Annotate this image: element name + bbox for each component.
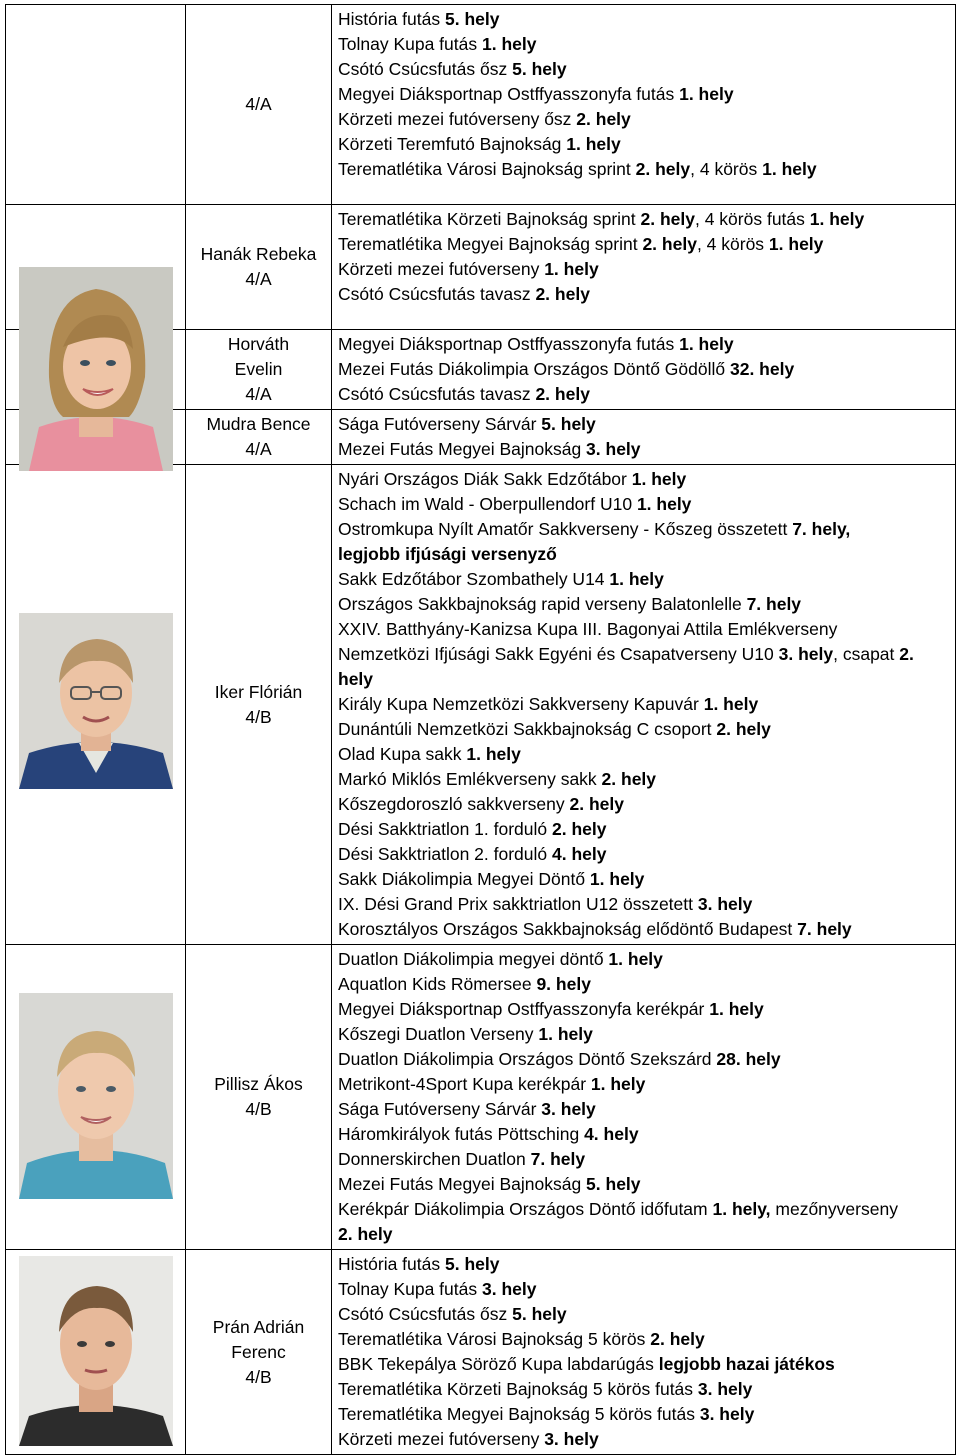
- achievement-line: [338, 1277, 955, 1302]
- placement-text: 1. hely: [544, 259, 599, 279]
- placement-text: 4. hely: [584, 1124, 639, 1144]
- student-name-line: Horváth: [227, 334, 290, 354]
- achievements-cell: [332, 945, 956, 1250]
- event-text: Csótó Csúcsfutás ősz: [338, 1304, 513, 1324]
- student-name-line: Ferenc: [231, 1341, 286, 1362]
- student-name-cell: [186, 945, 332, 1250]
- achievement-line: [338, 567, 955, 592]
- event-text: Megyei Diáksportnap Ostffyasszonyfa kerékpár: [338, 999, 710, 1019]
- achievement-line: [338, 7, 955, 32]
- achievement-line: [338, 282, 955, 307]
- event-text: Nemzetközi Ifjúsági Sakk Egyéni és Csapatverseny U10: [338, 644, 779, 664]
- event-text: Dési Sakktriatlon 1. forduló: [338, 819, 552, 839]
- placement-text: 5. hely: [586, 1174, 641, 1194]
- photo-cell: [6, 330, 186, 410]
- achievement-line: [338, 617, 955, 642]
- placement-text: 3. hely: [586, 439, 641, 459]
- student-row: [6, 1250, 956, 1455]
- student-name-line: Pillisz Ákos: [214, 1074, 303, 1094]
- event-text: Sága Futóverseny Sárvár: [338, 414, 542, 434]
- achievement-line: [338, 1047, 955, 1072]
- placement-text: legjobb hazai játékos: [658, 1354, 835, 1374]
- achievement-line: [338, 517, 955, 542]
- event-text: IX. Dési Grand Prix sakktriatlon U12 összetett: [338, 894, 698, 914]
- placement-text: 3. hely: [778, 644, 834, 664]
- event-text: , 4 körös: [690, 159, 763, 179]
- student-name-line: 4/A: [245, 384, 272, 404]
- student-name-cell: [186, 465, 332, 945]
- achievement-line: [338, 717, 955, 742]
- event-text: Kőszegdoroszló sakkverseny: [338, 794, 570, 814]
- achievement-line: [338, 132, 955, 157]
- placement-text: 2. hely: [642, 234, 697, 254]
- achievement-line: [338, 437, 955, 462]
- achievement-line: [338, 467, 955, 492]
- event-text: Háromkirályok futás Pöttsching: [338, 1124, 585, 1144]
- placement-text: 1. hely: [631, 469, 687, 489]
- event-text: , 4 körös: [696, 234, 769, 254]
- student-photo: [19, 1256, 173, 1446]
- achievements-cell: [332, 330, 956, 410]
- achievement-line: [338, 1327, 955, 1352]
- achievements-table: [5, 4, 956, 1455]
- achievement-line: [338, 542, 955, 567]
- event-text: Körzeti Teremfutó Bajnokság: [338, 134, 567, 154]
- achievement-line: [338, 1097, 955, 1122]
- event-text: História futás: [338, 1254, 445, 1274]
- achievement-line: [338, 867, 955, 892]
- event-text: Mezei Futás Diákolimpia Országos Döntő Gödöllő: [338, 359, 730, 379]
- achievement-line: [338, 1122, 955, 1147]
- event-text: Nyári Országos Diák Sakk Edzőtábor: [338, 469, 632, 489]
- placement-text: 1. hely: [709, 999, 764, 1019]
- event-text: Országos Sakkbajnokság rapid verseny Balatonlelle: [338, 594, 747, 614]
- student-name-line: 4/B: [245, 706, 272, 727]
- placement-text: 2. hely: [716, 719, 771, 739]
- placement-text: 1. hely,: [712, 1199, 771, 1219]
- placement-text: hely: [338, 669, 374, 689]
- placement-text: 1. hely: [703, 694, 759, 714]
- achievement-line: [338, 332, 955, 357]
- student-name-line: 4/A: [245, 439, 272, 459]
- event-text: Dési Sakktriatlon 2. forduló: [338, 844, 552, 864]
- event-text: Duatlon Diákolimpia megyei döntő: [338, 949, 609, 969]
- achievement-line: [338, 1197, 955, 1222]
- achievement-line: [338, 57, 955, 82]
- placement-text: 2. hely: [552, 819, 607, 839]
- placement-text: 3. hely: [697, 1379, 753, 1399]
- event-text: Sága Futóverseny Sárvár: [338, 1099, 542, 1119]
- placement-text: 5. hely: [444, 1254, 500, 1274]
- event-text: Ostromkupa Nyílt Amatőr Sakkverseny - Kőszeg összetett: [338, 519, 793, 539]
- achievement-line: [338, 947, 955, 972]
- student-name-line: Prán Adrián: [212, 1316, 305, 1337]
- placement-text: 1. hely: [608, 949, 663, 969]
- placement-text: 5. hely: [541, 414, 596, 434]
- placement-text: 7. hely: [746, 594, 802, 614]
- placement-text: 1. hely: [679, 84, 734, 104]
- event-text: Csótó Csúcsfutás tavasz: [338, 284, 536, 304]
- event-text: Terematlétika Városi Bajnokság sprint: [338, 159, 636, 179]
- placement-text: 2. hely: [535, 384, 590, 404]
- achievement-line: [338, 592, 955, 617]
- achievements-cell: [332, 205, 956, 330]
- placement-text: 2. hely: [635, 159, 691, 179]
- photo-cell: [6, 5, 186, 205]
- event-text: Metrikont-4Sport Kupa kerékpár: [338, 1074, 591, 1094]
- event-text: Dunántúli Nemzetközi Sakkbajnokság C csoport: [338, 719, 717, 739]
- photo-cell: [6, 1250, 186, 1455]
- event-text: Sakk Edzőtábor Szombathely U14: [338, 569, 610, 589]
- event-text: Korosztályos Országos Sakkbajnokság elődöntő Budapest: [338, 919, 798, 939]
- event-text: , csapat: [833, 644, 900, 664]
- event-text: Tolnay Kupa futás: [338, 34, 482, 54]
- placement-text: 1. hely: [636, 494, 692, 514]
- achievement-line: [338, 157, 955, 182]
- event-text: Megyei Diáksportnap Ostffyasszonyfa futás: [338, 334, 680, 354]
- event-text: Kőszegi Duatlon Verseny: [338, 1024, 539, 1044]
- achievement-line: [338, 997, 955, 1022]
- event-text: Király Kupa Nemzetközi Sakkverseny Kapuvár: [338, 694, 704, 714]
- event-text: Körzeti mezei futóverseny ősz: [338, 109, 577, 129]
- event-text: Sakk Diákolimpia Megyei Döntő: [338, 869, 590, 889]
- achievement-line: [338, 742, 955, 767]
- student-photo: [19, 613, 173, 789]
- achievement-line: [338, 257, 955, 282]
- event-text: Terematlétika Körzeti Bajnokság 5 körös futás: [338, 1379, 698, 1399]
- student-name-line: 4/A: [245, 94, 272, 114]
- achievement-line: [338, 492, 955, 517]
- placement-text: 2. hely: [601, 769, 657, 789]
- achievement-line: [338, 1147, 955, 1172]
- event-text: Körzeti mezei futóverseny: [338, 259, 545, 279]
- achievements-cell: [332, 465, 956, 945]
- event-text: Tolnay Kupa futás: [338, 1279, 482, 1299]
- student-row: [6, 330, 956, 410]
- placement-text: 7. hely: [797, 919, 852, 939]
- student-name-line: 4/B: [245, 1099, 272, 1119]
- achievements-cell: [332, 410, 956, 465]
- event-text: Terematlétika Városi Bajnokság 5 körös: [338, 1329, 651, 1349]
- event-text: Megyei Diáksportnap Ostffyasszonyfa futás: [338, 84, 680, 104]
- event-text: Csótó Csúcsfutás ősz: [338, 59, 513, 79]
- photo-cell: [6, 205, 186, 330]
- placement-text: 1. hely: [609, 569, 664, 589]
- achievement-line: [338, 842, 955, 867]
- achievement-line: [338, 917, 955, 942]
- achievement-line: [338, 232, 955, 257]
- student-row: [6, 945, 956, 1250]
- placement-text: 5. hely: [512, 1304, 567, 1324]
- event-text: BBK Tekepálya Söröző Kupa labdarúgás: [338, 1354, 659, 1374]
- event-text: Terematlétika Megyei Bajnokság sprint: [338, 234, 643, 254]
- placement-text: 9. hely: [536, 974, 591, 994]
- student-name-line: Iker Flórián: [214, 681, 303, 702]
- photo-cell: [6, 945, 186, 1250]
- photo-cell: [6, 410, 186, 465]
- placement-text: 1. hely: [762, 159, 817, 179]
- achievement-line: [338, 1222, 955, 1247]
- placement-text: 2. hely: [650, 1329, 705, 1349]
- placement-text: 7. hely,: [792, 519, 851, 539]
- achievement-line: [338, 692, 955, 717]
- event-text: Körzeti mezei futóverseny: [338, 1429, 545, 1449]
- placement-text: 5. hely: [512, 59, 567, 79]
- placement-text: 1. hely: [768, 234, 824, 254]
- event-text: História futás: [338, 9, 445, 29]
- achievement-line: [338, 412, 955, 437]
- event-text: Kerékpár Diákolimpia Országos Döntő időfutam: [338, 1199, 713, 1219]
- placement-text: 1. hely: [538, 1024, 593, 1044]
- event-text: Aquatlon Kids Römersee: [338, 974, 537, 994]
- event-text: Duatlon Diákolimpia Országos Döntő Szekszárd: [338, 1049, 717, 1069]
- event-text: Schach im Wald - Oberpullendorf U10: [338, 494, 637, 514]
- placement-text: 2.: [899, 644, 914, 664]
- student-row: [6, 410, 956, 465]
- placement-text: 2. hely: [640, 209, 695, 229]
- student-name-cell: [186, 330, 332, 410]
- placement-text: 4. hely: [552, 844, 607, 864]
- achievement-line: [338, 1252, 955, 1277]
- event-text: Csótó Csúcsfutás tavasz: [338, 384, 536, 404]
- achievements-cell: [332, 1250, 956, 1455]
- achievement-line: [338, 642, 955, 667]
- placement-text: 32. hely: [729, 359, 795, 379]
- achievement-line: [338, 1377, 955, 1402]
- student-name-line: 4/B: [245, 1366, 272, 1387]
- placement-text: 2. hely: [569, 794, 624, 814]
- event-text: Terematlétika Megyei Bajnokság 5 körös futás: [338, 1404, 700, 1424]
- placement-text: 3. hely: [541, 1099, 596, 1119]
- placement-text: 1. hely: [481, 34, 537, 54]
- student-row: [6, 205, 956, 330]
- achievement-line: [338, 1172, 955, 1197]
- event-text: Olad Kupa sakk: [338, 744, 467, 764]
- event-text: Mezei Futás Megyei Bajnokság: [338, 1174, 587, 1194]
- achievement-line: [338, 972, 955, 997]
- achievement-line: [338, 32, 955, 57]
- achievement-line: [338, 667, 955, 692]
- achievement-line: [338, 1022, 955, 1047]
- achievement-line: [338, 82, 955, 107]
- placement-text: 2. hely: [535, 284, 590, 304]
- event-text: Donnerskirchen Duatlon: [338, 1149, 531, 1169]
- achievement-line: [338, 1427, 955, 1452]
- student-row: [6, 5, 956, 205]
- event-text: Markó Miklós Emlékverseny sakk: [338, 769, 602, 789]
- achievement-line: [338, 1302, 955, 1327]
- achievement-line: [338, 382, 955, 407]
- student-name-cell: [186, 410, 332, 465]
- placement-text: 2. hely: [576, 109, 631, 129]
- placement-text: 2. hely: [338, 1224, 393, 1244]
- student-name-line: 4/A: [245, 269, 272, 289]
- placement-text: 3. hely: [699, 1404, 755, 1424]
- student-row: [6, 465, 956, 945]
- placement-text: 1. hely: [589, 869, 645, 889]
- placement-text: 3. hely: [544, 1429, 599, 1449]
- achievement-line: [338, 1402, 955, 1427]
- placement-text: 7. hely: [530, 1149, 586, 1169]
- achievement-line: [338, 107, 955, 132]
- event-text: , 4 körös futás: [694, 209, 810, 229]
- student-name-line: Evelin: [234, 359, 283, 379]
- placement-text: legjobb ifjúsági versenyző: [338, 544, 557, 564]
- achievement-line: [338, 357, 955, 382]
- achievement-line: [338, 1072, 955, 1097]
- student-name-line: Mudra Bence: [206, 414, 311, 434]
- placement-text: 1. hely: [466, 744, 521, 764]
- placement-text: 1. hely: [809, 209, 865, 229]
- placement-text: 1. hely: [679, 334, 734, 354]
- placement-text: 1. hely: [590, 1074, 646, 1094]
- event-text: Mezei Futás Megyei Bajnokság: [338, 439, 587, 459]
- event-text: mezőnyverseny: [770, 1199, 898, 1219]
- placement-text: 3. hely: [697, 894, 753, 914]
- achievement-line: [338, 792, 955, 817]
- achievement-line: [338, 1352, 955, 1377]
- photo-cell: [6, 465, 186, 945]
- achievement-line: [338, 767, 955, 792]
- event-text: XXIV. Batthyány-Kanizsa Kupa III. Bagonyai Attila Emlékverseny: [338, 619, 838, 639]
- achievement-line: [338, 207, 955, 232]
- student-name-cell: [186, 1250, 332, 1455]
- student-name-cell: [186, 205, 332, 330]
- placement-text: 3. hely: [481, 1279, 537, 1299]
- placement-text: 28. hely: [716, 1049, 781, 1069]
- placement-text: 5. hely: [444, 9, 500, 29]
- achievement-line: [338, 817, 955, 842]
- student-name-line: Hanák Rebeka: [200, 244, 317, 264]
- achievements-cell: [332, 5, 956, 205]
- event-text: Terematlétika Körzeti Bajnokság sprint: [338, 209, 641, 229]
- student-name-cell: [186, 5, 332, 205]
- student-photo: [19, 993, 173, 1199]
- achievement-line: [338, 892, 955, 917]
- placement-text: 1. hely: [566, 134, 621, 154]
